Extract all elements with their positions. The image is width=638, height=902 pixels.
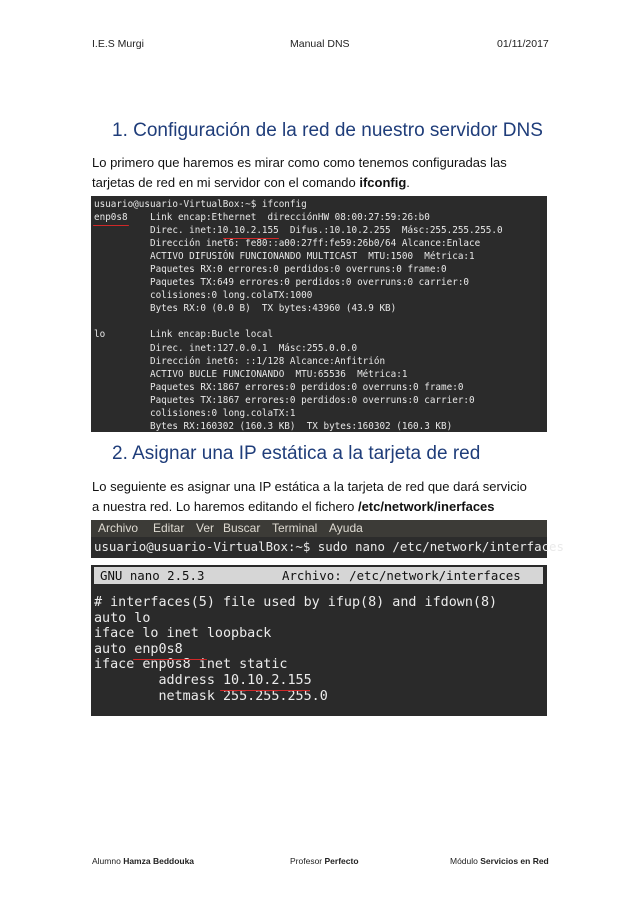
annotation-underline-address bbox=[220, 690, 310, 691]
menu-archivo[interactable]: Archivo bbox=[98, 521, 139, 535]
footer-teacher: Profesor Perfecto bbox=[290, 856, 359, 866]
section1-intro-command: ifconfig bbox=[359, 175, 407, 190]
header-school: I.E.S Murgi bbox=[92, 38, 144, 50]
section2-intro-line1: Lo seguiente es asignar una IP estática a la tarjeta de red que dará servicio bbox=[92, 479, 527, 494]
menu-buscar[interactable]: Buscar bbox=[223, 521, 261, 535]
terminal-menubar bbox=[91, 520, 547, 537]
section2-title: 2. Asignar una IP estática a la tarjeta de red bbox=[112, 443, 481, 464]
menu-ayuda[interactable]: Ayuda bbox=[329, 521, 363, 535]
section2-intro-line2: a nuestra red. Lo haremos editando el fichero bbox=[92, 499, 358, 514]
annotation-underline-enp0s8 bbox=[93, 225, 129, 226]
section2-intro-path: /etc/network/inerfaces bbox=[357, 499, 495, 514]
section1-intro-line2: tarjetas de red en mi servidor con el comando bbox=[92, 175, 360, 190]
nano-content[interactable]: # interfaces(5) file used by ifup(8) and ifdown(8) auto lo iface lo inet loopback auto enp0s8 iface enp0s8 inet static address 10.10.2.155 netmask 255.255.255.0 bbox=[94, 595, 498, 704]
section1-intro-end: . bbox=[406, 175, 410, 190]
footer-student: Alumno Hamza Beddouka bbox=[92, 856, 195, 866]
nano-file: Archivo: /etc/network/interfaces bbox=[282, 568, 521, 583]
annotation-underline-ip bbox=[223, 238, 279, 239]
footer-module: Módulo Servicios en Red bbox=[450, 856, 549, 866]
ifconfig-terminal bbox=[91, 196, 547, 432]
menu-ver[interactable]: Ver bbox=[196, 521, 215, 535]
nano-title-bar bbox=[94, 567, 543, 584]
section2-intro bbox=[92, 477, 562, 517]
section1-intro bbox=[92, 153, 562, 193]
annotation-underline-enp0s8-nano bbox=[133, 659, 207, 660]
section1-intro-line1: Lo primero que haremos es mirar como como tenemos configuradas las bbox=[92, 155, 507, 170]
menu-terminal[interactable]: Terminal bbox=[272, 521, 318, 535]
header-date: 01/11/2017 bbox=[497, 38, 549, 50]
nano-editor bbox=[91, 565, 547, 716]
nano-command: usuario@usuario-VirtualBox:~$ sudo nano /etc/network/interfaces bbox=[94, 539, 564, 554]
ifconfig-output: usuario@usuario-VirtualBox:~$ ifconfig enp0s8 Link encap:Ethernet direcciónHW 08:00:27:59:26:b0 Direc. inet:10.10.2.155 Difus.:10.10.2.255 Másc:255.255.255.0 Dirección inet6: fe80::a00:27ff:fe59:26b0/64 Alcance:Enlace ACTIVO DIFUSIÓN FUNCIONANDO MULTICAST MTU:1500 Métrica:1 Paquetes RX:0 errores:0 perdidos:0 overruns:0 frame:0 Paquetes TX:649 errores:0 perdidos:0 overruns:0 carrier:0 colisiones:0 long.colaTX:1000 Bytes RX:0 (0.0 B) TX bytes:43960 (43.9 KB) lo Link encap:Bucle local Direc. inet:127.0.0.1 Másc:255.0.0.0 Dirección inet6: ::1/128 Alcance:Anfitrión ACTIVO BUCLE FUNCIONANDO MTU:65536 Métrica:1 Paquetes RX:1867 errores:0 perdidos:0 overruns:0 frame:0 Paquetes TX:1867 errores:0 perdidos:0 overruns:0 carrier:0 colisiones:0 long.colaTX:1 Bytes RX:160302 (160.3 KB) TX bytes:160302 (160.3 KB) bbox=[94, 199, 503, 432]
nano-version: GNU nano 2.5.3 bbox=[100, 568, 205, 583]
nano-command-terminal bbox=[91, 537, 564, 558]
menu-editar[interactable]: Editar bbox=[153, 521, 185, 535]
section1-title: 1. Configuración de la red de nuestro servidor DNS bbox=[112, 120, 543, 141]
header-title: Manual DNS bbox=[290, 38, 350, 50]
